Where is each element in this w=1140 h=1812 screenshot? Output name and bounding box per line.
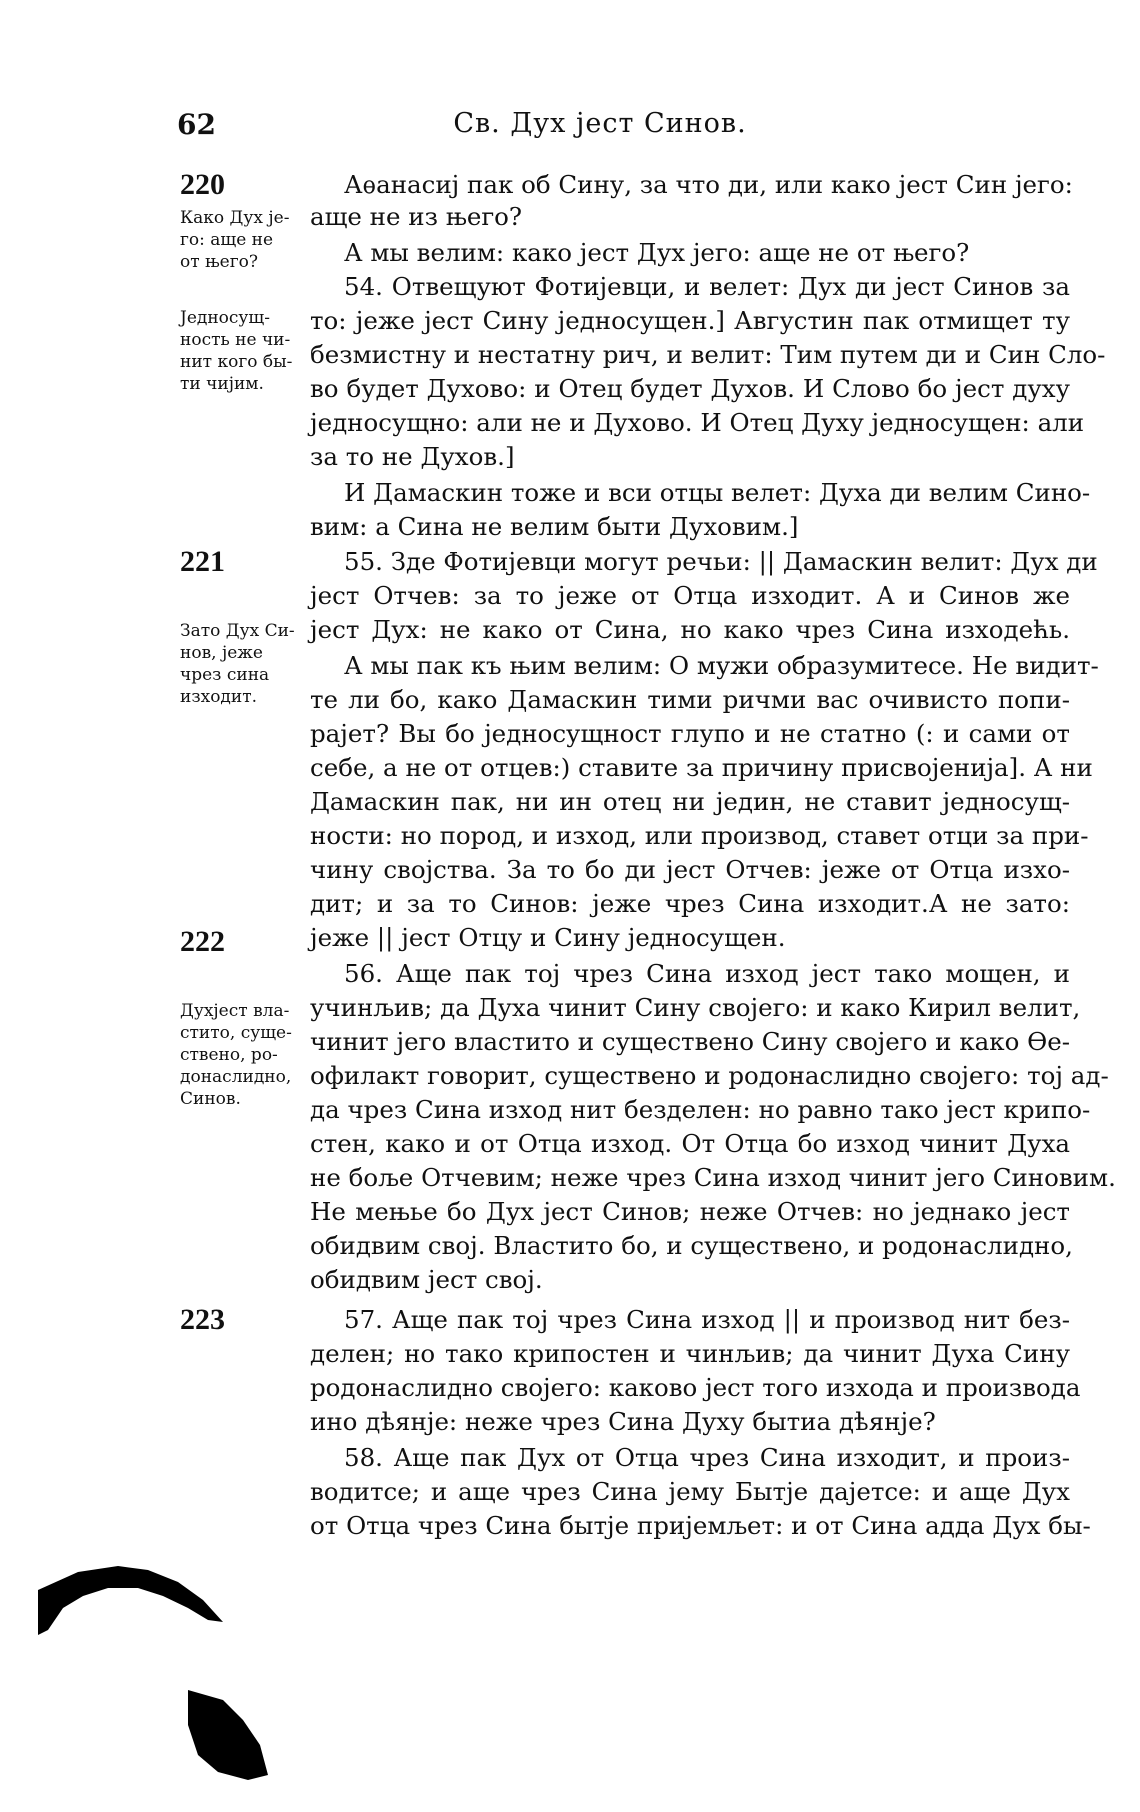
text-line: обидвим јест свој. <box>310 1265 543 1294</box>
text-line: А мы пак къ њим велим: О мужи образумитесе. Не видит- <box>344 651 1099 680</box>
text-line: Не мењье бо Дух јест Синов; неже Отчев: но једнако јест <box>310 1197 1070 1226</box>
text-line: 58. Аще пак Дух от Отца чрез Сина изходит, и произ- <box>344 1443 1070 1472</box>
text-line: вим: а Сина не велим быти Духовим.] <box>310 512 799 541</box>
text-line: родонаслидно својего: каково јест того изхода и производа <box>310 1373 1081 1402</box>
text-line: безмистну и нестатну рич, и велит: Тим путем ди и Син Сло- <box>310 340 1106 369</box>
text-line: дит; и за то Синов: јеже чрез Сина изходит.А не зато: <box>310 889 1070 918</box>
text-line: ино дѣянје: неже чрез Сина Духу бытиа дѣянје? <box>310 1407 936 1436</box>
text-line: рајет? Вы бо једносущност глупо и не статно (: и сами от <box>310 719 1070 748</box>
text-line: 57. Аще пак тој чрез Сина изход || и производ нит без- <box>344 1305 1070 1334</box>
text-line: от Отца чрез Сина бытје пријемљет: и от Сина адда Дух бы- <box>310 1511 1091 1540</box>
text-line: водитсе; и аще чрез Сина јему Бытје дајетсе: и аще Дух <box>310 1477 1070 1506</box>
text-line: чину својства. За то бо ди јест Отчев: јеже от Отца изхо- <box>310 855 1070 884</box>
text-line: аще не из њего? <box>310 202 523 231</box>
text-line: не боље Отчевим; неже чрез Сина изход чинит јего Синовим. <box>310 1163 1116 1192</box>
page-header <box>0 108 1140 148</box>
text-line: А мы велим: како јест Дух јего: аще не от њего? <box>344 238 970 267</box>
text-line: делен; но тако крипостен и чинљив; да чинит Духа Сину <box>310 1339 1070 1368</box>
text-line: 56. Аще пак тој чрез Сина изход јест тако мощен, и <box>344 959 1070 988</box>
text-line: 55. Зде Фотијевци могут речьи: || Дамаскин велит: Дух ди <box>344 547 1098 576</box>
text-line: ности: но пород, и изход, или производ, ставет отци за при- <box>310 821 1089 850</box>
section-number: 222 <box>180 925 225 958</box>
text-line: чинит јего властито и существено Сину својего и како Ѳе- <box>310 1027 1070 1056</box>
text-line: те ли бо, како Дамаскин тими ричми вас очивисто попи- <box>310 685 1070 714</box>
margin-note: Духјест вла- стито, суще- ствено, ро- донаслидно, Синов. <box>180 1001 292 1109</box>
scan-artifact-blot <box>38 1560 288 1790</box>
margin-note: Једносущ- ность не чи- нит кого бы- ти чијим. <box>180 308 293 394</box>
running-title: Св. Дух јест Синов. <box>453 108 747 139</box>
text-line: офилакт говорит, существено и родонаслидно својего: тој ад- <box>310 1061 1109 1090</box>
text-line: Аѳанасиј пак об Сину, за что ди, или како јест Син јего: <box>344 170 1073 199</box>
text-line: 54. Отвещуют Фотијевци, и велет: Дух ди јест Синов за <box>344 272 1070 301</box>
section-number: 223 <box>180 1303 225 1336</box>
text-line: себе, а не от отцев:) ставите за причину присвојенија]. А ни <box>310 753 1093 782</box>
page-number: 62 <box>177 108 216 141</box>
text-line: И Дамаскин тоже и вси отцы велет: Духа ди велим Сино- <box>344 478 1091 507</box>
section-number: 221 <box>180 545 225 578</box>
text-line: обидвим свој. Властито бо, и существено, и родонаслидно, <box>310 1231 1073 1260</box>
margin-note: Зато Дух Си- нов, јеже чрез сина изходит. <box>180 621 295 707</box>
margin-note: Како Дух је- го: аще не от њего? <box>180 208 290 272</box>
text-line: јест Дух: не како от Сина, но како чрез Сина изходећь. <box>310 615 1070 644</box>
text-line: учинљив; да Духа чинит Сину својего: и како Кирил велит, <box>310 993 1081 1022</box>
text-line: једносущно: али не и Духово. И Отец Духу једносущен: али <box>310 408 1085 437</box>
text-line: јеже || јест Отцу и Сину једносущен. <box>310 923 786 952</box>
text-line: за то не Духов.] <box>310 442 515 471</box>
text-line: Дамаскин пак, ни ин отец ни једин, не ставит једносущ- <box>310 787 1070 816</box>
text-line: да чрез Сина изход нит безделен: но равно тако јест крипо- <box>310 1095 1091 1124</box>
text-line: стен, како и от Отца изход. От Отца бо изход чинит Духа <box>310 1129 1070 1158</box>
text-line: то: јеже јест Сину једносущен.] Августин пак отмищет ту <box>310 306 1070 335</box>
text-line: во будет Духово: и Отец будет Духов. И Слово бо јест духу <box>310 374 1070 403</box>
text-line: јест Отчев: за то јеже от Отца изходит. А и Синов же <box>310 581 1070 610</box>
section-number: 220 <box>180 168 225 201</box>
